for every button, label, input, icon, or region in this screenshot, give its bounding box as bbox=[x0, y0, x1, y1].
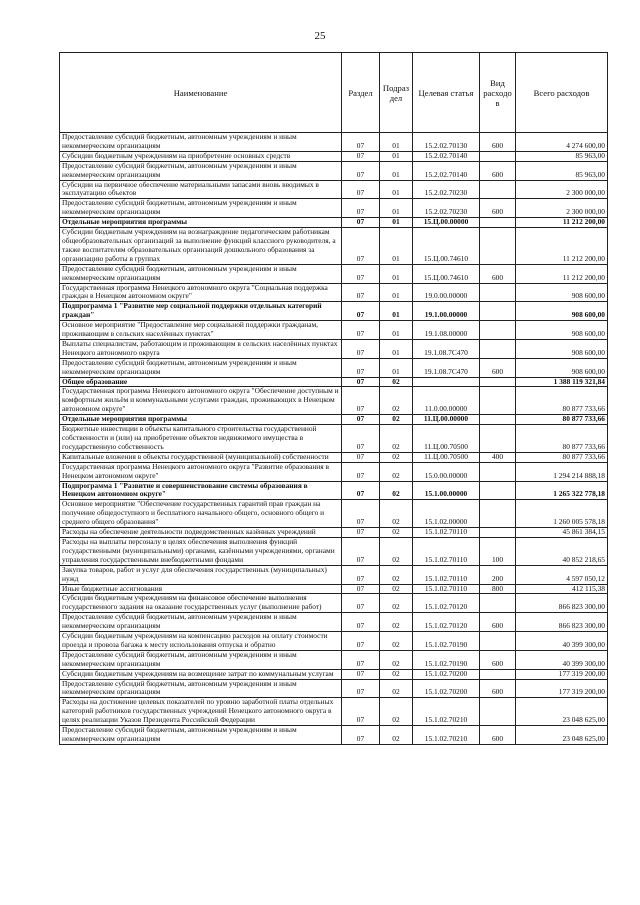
cell-name: Расходы на выплаты персоналу в целях обеспечения выполнения функций государственными (муниципальными) органами, казёнными учреждениями, органами управления государственными внебюджетными фондами bbox=[60, 537, 342, 565]
cell-target: 15.1.02.70110 bbox=[413, 537, 480, 565]
cell-target: 15.Ц.00.74610 bbox=[413, 228, 480, 265]
cell-name: Субсидии бюджетным учреждениям на компенсацию расходов на оплату стоимости проезда и провоза багажа к месту использования отпуска и обратно bbox=[60, 632, 342, 651]
cell-name: Субсидии бюджетным учреждениям на вознаграждение педагогическим работникам общеобразовательных организаций за выполнение функций классного руководителя, а также воспитателям образовательных организаций дошкольного образования за организацию работы в группах bbox=[60, 228, 342, 265]
cell-expense-type bbox=[480, 462, 516, 481]
cell-target: 15.1.02.70190 bbox=[413, 650, 480, 669]
table-row bbox=[60, 228, 608, 265]
cell-subsection: 01 bbox=[380, 199, 413, 218]
cell-name: Субсидии бюджетным учреждениям на возмещение затрат по коммунальным услугам bbox=[60, 669, 342, 679]
table-row bbox=[60, 133, 608, 152]
table-row bbox=[60, 218, 608, 228]
cell-subsection: 01 bbox=[380, 339, 413, 358]
cell-section: 07 bbox=[342, 565, 380, 584]
cell-target: 15.2.02.70140 bbox=[413, 161, 480, 180]
cell-expense-type bbox=[480, 632, 516, 651]
cell-target: 15.1.02.70200 bbox=[413, 679, 480, 698]
table-row bbox=[60, 161, 608, 180]
cell-section: 07 bbox=[342, 387, 380, 415]
table-row bbox=[60, 180, 608, 199]
cell-subsection: 02 bbox=[380, 452, 413, 462]
cell-name: Предоставление субсидий бюджетным, автономным учреждениям и иным некоммерческим организациям bbox=[60, 358, 342, 377]
cell-name: Субсидии бюджетным учреждениям на финансовое обеспечение выполнения государственного задания на оказание государственных услуг (выполнение работ) bbox=[60, 594, 342, 613]
cell-expense-type bbox=[480, 415, 516, 425]
page-number: 25 bbox=[314, 30, 326, 42]
cell-name: Иные бюджетные ассигнования bbox=[60, 584, 342, 594]
table-row bbox=[60, 415, 608, 425]
cell-total: 85 963,00 bbox=[516, 151, 608, 161]
cell-expense-type: 100 bbox=[480, 537, 516, 565]
table-row bbox=[60, 302, 608, 321]
cell-total: 1 265 322 778,18 bbox=[516, 481, 608, 500]
cell-target: 11.Ц.00.70500 bbox=[413, 425, 480, 453]
cell-total: 1 294 214 888,18 bbox=[516, 462, 608, 481]
cell-target: 15.2.02.70230 bbox=[413, 199, 480, 218]
cell-section: 07 bbox=[342, 650, 380, 669]
cell-expense-type bbox=[480, 377, 516, 387]
table-body bbox=[60, 133, 608, 745]
cell-expense-type bbox=[480, 594, 516, 613]
cell-target: 15.1.02.70120 bbox=[413, 613, 480, 632]
cell-name: Предоставление субсидий бюджетным, автономным учреждениям и иным некоммерческим организациям bbox=[60, 679, 342, 698]
cell-expense-type: 600 bbox=[480, 679, 516, 698]
cell-section: 07 bbox=[342, 321, 380, 340]
cell-subsection: 02 bbox=[380, 613, 413, 632]
cell-expense-type bbox=[480, 228, 516, 265]
cell-subsection: 02 bbox=[380, 537, 413, 565]
cell-expense-type bbox=[480, 180, 516, 199]
table-row bbox=[60, 425, 608, 453]
table-row bbox=[60, 594, 608, 613]
cell-target bbox=[413, 377, 480, 387]
table-row bbox=[60, 537, 608, 565]
cell-section: 07 bbox=[342, 679, 380, 698]
cell-subsection: 01 bbox=[380, 358, 413, 377]
cell-target: 15.1.02.70110 bbox=[413, 528, 480, 538]
cell-section: 07 bbox=[342, 669, 380, 679]
cell-target: 19.1.08.7C470 bbox=[413, 358, 480, 377]
cell-section: 07 bbox=[342, 452, 380, 462]
table-row bbox=[60, 528, 608, 538]
cell-total: 11 212 200,00 bbox=[516, 264, 608, 283]
table-header-row bbox=[60, 53, 608, 133]
cell-target: 15.1.02.00000 bbox=[413, 500, 480, 528]
cell-total: 85 963,00 bbox=[516, 161, 608, 180]
cell-expense-type: 600 bbox=[480, 726, 516, 745]
cell-expense-type: 600 bbox=[480, 264, 516, 283]
table-row bbox=[60, 650, 608, 669]
cell-name: Субсидии на первичное обеспечение материальными запасами вновь вводимых в эксплуатацию объектов bbox=[60, 180, 342, 199]
cell-name: Предоставление субсидий бюджетным, автономным учреждениям и иным некоммерческим организациям bbox=[60, 161, 342, 180]
cell-total: 80 877 733,66 bbox=[516, 425, 608, 453]
cell-name: Предоставление субсидий бюджетным, автономным учреждениям и иным некоммерческим организациям bbox=[60, 199, 342, 218]
cell-subsection: 02 bbox=[380, 669, 413, 679]
cell-total: 177 319 200,00 bbox=[516, 669, 608, 679]
cell-section: 07 bbox=[342, 462, 380, 481]
cell-subsection: 01 bbox=[380, 161, 413, 180]
cell-name: Отдельные мероприятия программы bbox=[60, 218, 342, 228]
column-header-target: Целевая статья bbox=[413, 53, 480, 133]
cell-subsection: 02 bbox=[380, 481, 413, 500]
cell-total: 80 877 733,66 bbox=[516, 452, 608, 462]
cell-total: 908 600,00 bbox=[516, 302, 608, 321]
cell-total: 1 260 005 578,18 bbox=[516, 500, 608, 528]
cell-target: 15.2.02.70130 bbox=[413, 133, 480, 152]
cell-total: 45 861 384,15 bbox=[516, 528, 608, 538]
cell-expense-type: 600 bbox=[480, 161, 516, 180]
cell-section: 07 bbox=[342, 264, 380, 283]
cell-subsection: 01 bbox=[380, 264, 413, 283]
cell-section: 07 bbox=[342, 377, 380, 387]
cell-total: 1 388 119 321,84 bbox=[516, 377, 608, 387]
column-header-total: Всего расходов bbox=[516, 53, 608, 133]
cell-section: 07 bbox=[342, 358, 380, 377]
table-row bbox=[60, 452, 608, 462]
cell-target: 11.0.00.00000 bbox=[413, 387, 480, 415]
table-row bbox=[60, 613, 608, 632]
cell-target: 19.0.00.00000 bbox=[413, 283, 480, 302]
cell-total: 177 319 200,00 bbox=[516, 679, 608, 698]
table-row bbox=[60, 462, 608, 481]
cell-name: Предоставление субсидий бюджетным, автономным учреждениям и иным некоммерческим организациям bbox=[60, 264, 342, 283]
cell-name: Предоставление субсидий бюджетным, автономным учреждениям и иным некоммерческим организациям bbox=[60, 650, 342, 669]
cell-subsection: 02 bbox=[380, 726, 413, 745]
column-header-expense-type: Вид расходо в bbox=[480, 53, 516, 133]
column-header-name: Наименование bbox=[60, 53, 342, 133]
budget-table bbox=[59, 52, 608, 745]
cell-total: 40 399 300,00 bbox=[516, 632, 608, 651]
cell-name: Бюджетные инвестиции в объекты капитального строительства государственной собственности и (или) на приобретение объектов недвижимого имущества в государственную собственность bbox=[60, 425, 342, 453]
cell-name: Расходы на достижение целевых показателей по уровню заработной платы отдельных категорий работников государственных учреждений Ненецкого автономного округа в целях реализации Указов Президента Российской Федерации bbox=[60, 698, 342, 726]
cell-expense-type: 600 bbox=[480, 199, 516, 218]
cell-section: 07 bbox=[342, 218, 380, 228]
cell-section: 07 bbox=[342, 151, 380, 161]
cell-total: 908 600,00 bbox=[516, 321, 608, 340]
cell-total: 908 600,00 bbox=[516, 339, 608, 358]
cell-expense-type: 400 bbox=[480, 452, 516, 462]
cell-expense-type bbox=[480, 387, 516, 415]
cell-name: Основное мероприятие "Предоставление мер социальной поддержки гражданам, проживающим в сельских населённых пунктах" bbox=[60, 321, 342, 340]
cell-subsection: 01 bbox=[380, 283, 413, 302]
cell-total: 866 823 300,00 bbox=[516, 613, 608, 632]
table-row bbox=[60, 565, 608, 584]
cell-expense-type bbox=[480, 528, 516, 538]
cell-name: Подпрограмма 1 "Развитие и совершенствование системы образования в Ненецком автономном округе" bbox=[60, 481, 342, 500]
cell-section: 07 bbox=[342, 415, 380, 425]
column-header-section: Раздел bbox=[342, 53, 380, 133]
cell-subsection: 02 bbox=[380, 415, 413, 425]
cell-total: 23 048 625,00 bbox=[516, 726, 608, 745]
cell-total: 40 852 218,65 bbox=[516, 537, 608, 565]
cell-subsection: 01 bbox=[380, 228, 413, 265]
cell-target: 15.0.00.00000 bbox=[413, 462, 480, 481]
cell-total: 908 600,00 bbox=[516, 283, 608, 302]
cell-subsection: 02 bbox=[380, 500, 413, 528]
cell-subsection: 02 bbox=[380, 594, 413, 613]
cell-target: 19.1.08.7C470 bbox=[413, 339, 480, 358]
cell-target: 11.Ц.00.70500 bbox=[413, 452, 480, 462]
table-row bbox=[60, 679, 608, 698]
cell-total: 11 212 200,00 bbox=[516, 228, 608, 265]
cell-target: 15.Ц.00.74610 bbox=[413, 264, 480, 283]
cell-total: 412 115,38 bbox=[516, 584, 608, 594]
table-row bbox=[60, 698, 608, 726]
cell-expense-type: 600 bbox=[480, 358, 516, 377]
cell-subsection: 01 bbox=[380, 321, 413, 340]
cell-section: 07 bbox=[342, 302, 380, 321]
cell-expense-type bbox=[480, 151, 516, 161]
cell-target: 15.1.02.70120 bbox=[413, 594, 480, 613]
cell-subsection: 02 bbox=[380, 650, 413, 669]
table-row bbox=[60, 283, 608, 302]
cell-section: 07 bbox=[342, 594, 380, 613]
cell-section: 07 bbox=[342, 632, 380, 651]
cell-section: 07 bbox=[342, 500, 380, 528]
cell-subsection: 02 bbox=[380, 565, 413, 584]
table-row bbox=[60, 726, 608, 745]
cell-expense-type bbox=[480, 283, 516, 302]
cell-section: 07 bbox=[342, 528, 380, 538]
cell-subsection: 02 bbox=[380, 632, 413, 651]
cell-name: Государственная программа Ненецкого автономного округа "Обеспечение доступным и комфортным жильём и коммунальными услугами граждан, проживающих в Ненецком автономном округе" bbox=[60, 387, 342, 415]
cell-total: 40 399 300,00 bbox=[516, 650, 608, 669]
cell-section: 07 bbox=[342, 133, 380, 152]
cell-subsection: 01 bbox=[380, 302, 413, 321]
table-row bbox=[60, 339, 608, 358]
cell-target: 15.2.02.70140 bbox=[413, 151, 480, 161]
cell-total: 4 597 050,12 bbox=[516, 565, 608, 584]
cell-target: 15.1.02.70210 bbox=[413, 698, 480, 726]
cell-subsection: 01 bbox=[380, 218, 413, 228]
cell-expense-type: 600 bbox=[480, 613, 516, 632]
cell-name: Общее образование bbox=[60, 377, 342, 387]
cell-total: 2 300 000,00 bbox=[516, 199, 608, 218]
cell-subsection: 02 bbox=[380, 698, 413, 726]
cell-total: 80 877 733,66 bbox=[516, 415, 608, 425]
cell-name: Выплаты специалистам, работающим и проживающим в сельских населённых пунктах Ненецкого автономного округа bbox=[60, 339, 342, 358]
cell-subsection: 01 bbox=[380, 151, 413, 161]
table-row bbox=[60, 151, 608, 161]
cell-name: Государственная программа Ненецкого автономного округа "Социальная поддержка граждан в Ненецком автономном округе" bbox=[60, 283, 342, 302]
cell-subsection: 02 bbox=[380, 528, 413, 538]
table-row bbox=[60, 481, 608, 500]
cell-target: 19.1.08.00000 bbox=[413, 321, 480, 340]
cell-target: 15.1.00.00000 bbox=[413, 481, 480, 500]
cell-total: 866 823 300,00 bbox=[516, 594, 608, 613]
column-header-subsection: Подраз дел bbox=[380, 53, 413, 133]
table-row bbox=[60, 321, 608, 340]
cell-expense-type bbox=[480, 339, 516, 358]
cell-total: 4 274 600,00 bbox=[516, 133, 608, 152]
cell-subsection: 02 bbox=[380, 679, 413, 698]
cell-subsection: 01 bbox=[380, 133, 413, 152]
cell-section: 07 bbox=[342, 283, 380, 302]
table-row bbox=[60, 632, 608, 651]
cell-expense-type: 200 bbox=[480, 565, 516, 584]
cell-name: Основное мероприятие "Обеспечение государственных гарантий прав граждан на получение общедоступного и бесплатного начального общего, основного общего и среднего общего образования" bbox=[60, 500, 342, 528]
cell-section: 07 bbox=[342, 425, 380, 453]
cell-section: 07 bbox=[342, 228, 380, 265]
cell-target: 15.1.02.70190 bbox=[413, 632, 480, 651]
cell-name: Капитальные вложения в объекты государственной (муниципальной) собственности bbox=[60, 452, 342, 462]
cell-total: 11 212 200,00 bbox=[516, 218, 608, 228]
cell-total: 2 300 000,00 bbox=[516, 180, 608, 199]
cell-subsection: 02 bbox=[380, 425, 413, 453]
table-row bbox=[60, 584, 608, 594]
cell-expense-type bbox=[480, 302, 516, 321]
cell-total: 23 048 625,00 bbox=[516, 698, 608, 726]
cell-expense-type bbox=[480, 669, 516, 679]
cell-section: 07 bbox=[342, 481, 380, 500]
table-row bbox=[60, 500, 608, 528]
cell-target: 15.1.02.70110 bbox=[413, 565, 480, 584]
cell-target: 19.1.00.00000 bbox=[413, 302, 480, 321]
cell-section: 07 bbox=[342, 726, 380, 745]
table-row bbox=[60, 387, 608, 415]
cell-target: 15.2.02.70230 bbox=[413, 180, 480, 199]
cell-name: Государственная программа Ненецкого автономного округа "Развитие образования в Ненецком автономном округе" bbox=[60, 462, 342, 481]
cell-target: 15.1.02.70200 bbox=[413, 669, 480, 679]
cell-expense-type bbox=[480, 321, 516, 340]
cell-subsection: 02 bbox=[380, 387, 413, 415]
cell-expense-type bbox=[480, 698, 516, 726]
cell-target: 11.Ц.00.00000 bbox=[413, 415, 480, 425]
cell-section: 07 bbox=[342, 161, 380, 180]
cell-name: Расходы на обеспечение деятельности подведомственных казённых учреждений bbox=[60, 528, 342, 538]
cell-expense-type: 600 bbox=[480, 133, 516, 152]
cell-total: 908 600,00 bbox=[516, 358, 608, 377]
table-row bbox=[60, 377, 608, 387]
cell-target: 15.1.02.70210 bbox=[413, 726, 480, 745]
cell-expense-type bbox=[480, 481, 516, 500]
cell-subsection: 01 bbox=[380, 180, 413, 199]
cell-expense-type bbox=[480, 218, 516, 228]
cell-section: 07 bbox=[342, 180, 380, 199]
cell-subsection: 02 bbox=[380, 377, 413, 387]
cell-section: 07 bbox=[342, 339, 380, 358]
cell-expense-type: 800 bbox=[480, 584, 516, 594]
cell-name: Предоставление субсидий бюджетным, автономным учреждениям и иным некоммерческим организациям bbox=[60, 133, 342, 152]
cell-name: Субсидии бюджетным учреждениям на приобретение основных средств bbox=[60, 151, 342, 161]
cell-subsection: 02 bbox=[380, 584, 413, 594]
cell-total: 80 877 733,66 bbox=[516, 387, 608, 415]
cell-name: Закупка товаров, работ и услуг для обеспечения государственных (муниципальных) нужд bbox=[60, 565, 342, 584]
cell-name: Предоставление субсидий бюджетным, автономным учреждениям и иным некоммерческим организациям bbox=[60, 726, 342, 745]
cell-name: Подпрограмма 1 "Развитие мер социальной поддержки отдельных категорий граждан" bbox=[60, 302, 342, 321]
cell-section: 07 bbox=[342, 199, 380, 218]
cell-target: 15.Ц.00.00000 bbox=[413, 218, 480, 228]
cell-section: 07 bbox=[342, 698, 380, 726]
cell-expense-type bbox=[480, 425, 516, 453]
cell-section: 07 bbox=[342, 537, 380, 565]
cell-expense-type bbox=[480, 500, 516, 528]
cell-subsection: 02 bbox=[380, 462, 413, 481]
cell-target: 15.1.02.70110 bbox=[413, 584, 480, 594]
cell-section: 07 bbox=[342, 613, 380, 632]
table-row bbox=[60, 199, 608, 218]
table-row bbox=[60, 264, 608, 283]
table-row bbox=[60, 358, 608, 377]
cell-expense-type: 600 bbox=[480, 650, 516, 669]
cell-section: 07 bbox=[342, 584, 380, 594]
table-row bbox=[60, 669, 608, 679]
cell-name: Отдельные мероприятия программы bbox=[60, 415, 342, 425]
cell-name: Предоставление субсидий бюджетным, автономным учреждениям и иным некоммерческим организациям bbox=[60, 613, 342, 632]
